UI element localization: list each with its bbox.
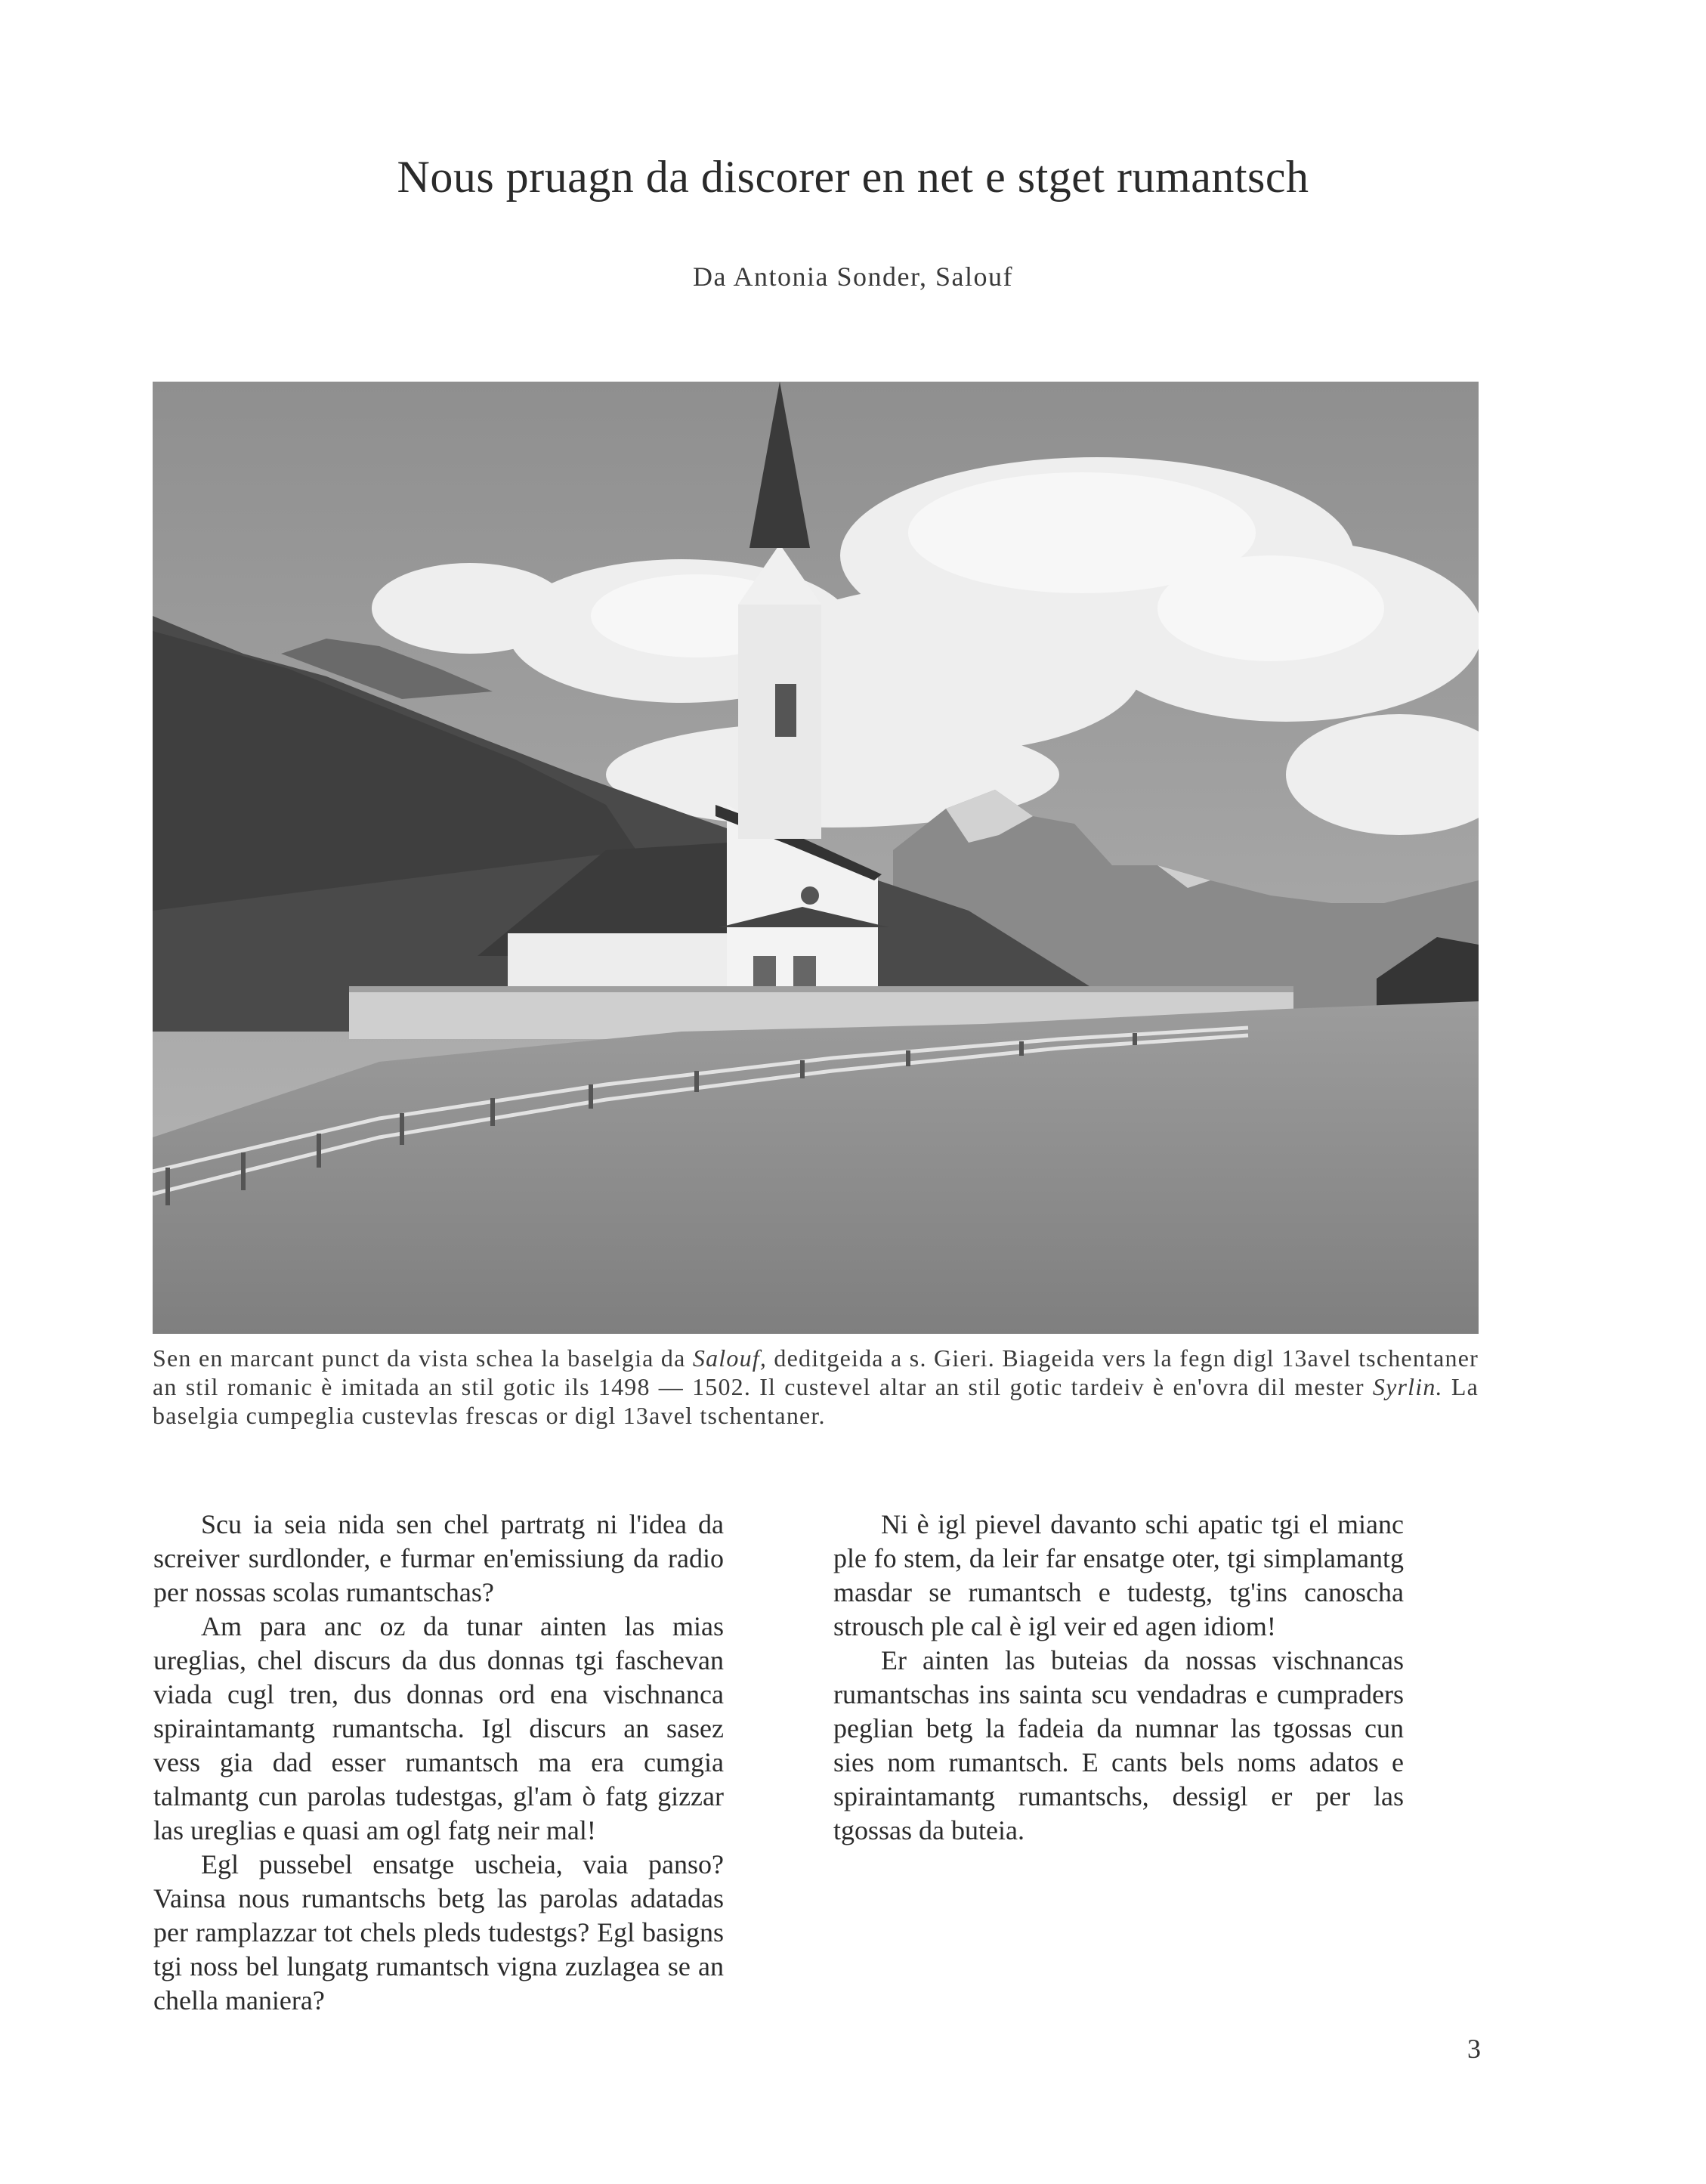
left-column xyxy=(153,1508,724,2018)
paragraph: Er ainten las buteias da nossas vischnancas rumantschas ins sainta scu vendadras e cumpraders peglian betg la fadeia da numnar las tgossas cun sies nom rumantsch. E cants bels noms adatos e spiraintamantg rumantschs, dessigl er per las tgossas da buteia. xyxy=(833,1645,1404,1845)
page-number: 3 xyxy=(1467,2034,1481,2064)
caption-text-1: Sen en marcant punct da vista schea la baselgia da xyxy=(153,1344,693,1372)
caption-place: Salouf, xyxy=(692,1344,768,1372)
paragraph: Scu ia seia nida sen chel partratg ni l'idea da screiver surdlonder, e furmar en'emissiung da radio per nossas scolas rumantschas? xyxy=(153,1509,724,1607)
photo-caption xyxy=(153,1344,1479,1430)
paragraph: Am para anc oz da tunar ainten las mias ureglias, chel discurs da dus donnas tgi faschevan viada cugl tren, dus donnas ord ena vischnanca spiraintamantg rumantscha. Igl discurs an sasez vess gia dad esser rumantsch ma era cumgia talmantg cun parolas tudestgas, gl'am ò fatg gizzar las ureglias e quasi am ogl fatg neir mal! xyxy=(153,1611,724,1845)
paragraph: Ni è igl pievel davanto schi apatic tgi el mianc ple fo stem, da leir far ensatge oter, tgi simplamantg masdar se rumantsch e tudestg, tg'ins canoscha strousch ple cal è igl veir ed agen idiom! xyxy=(833,1509,1404,1641)
author-byline: Da Antonia Sonder, Salouf xyxy=(692,261,1013,292)
caption-artist: Syrlin. xyxy=(1372,1373,1443,1400)
paragraph: Egl pussebel ensatge uscheia, vaia panso? Vainsa nous rumantschs betg las parolas adatadas per ramplazzar tot chels pleds tudestgs? Egl basigns tgi noss bel lungatg rumantsch vigna zuzlagea se an chella maniera? xyxy=(153,1849,724,2015)
page-title: Nous pruagn da discorer en net e stget rumantsch xyxy=(397,152,1309,202)
right-column xyxy=(833,1508,1404,1848)
church-photograph xyxy=(153,382,1479,1334)
caption-text-3: La baselgia cumpeglia custevlas frescas or digl 13avel tschentaner. xyxy=(153,1373,1479,1429)
caption-text-2: deditgeida a s. Gieri. Biageida vers la fegn digl 13avel tschentaner an stil romanic è imitada an stil gotic ils 1498 — 1502. Il custevel altar an stil gotic tardeiv è en'ovra dil mester xyxy=(153,1344,1479,1400)
